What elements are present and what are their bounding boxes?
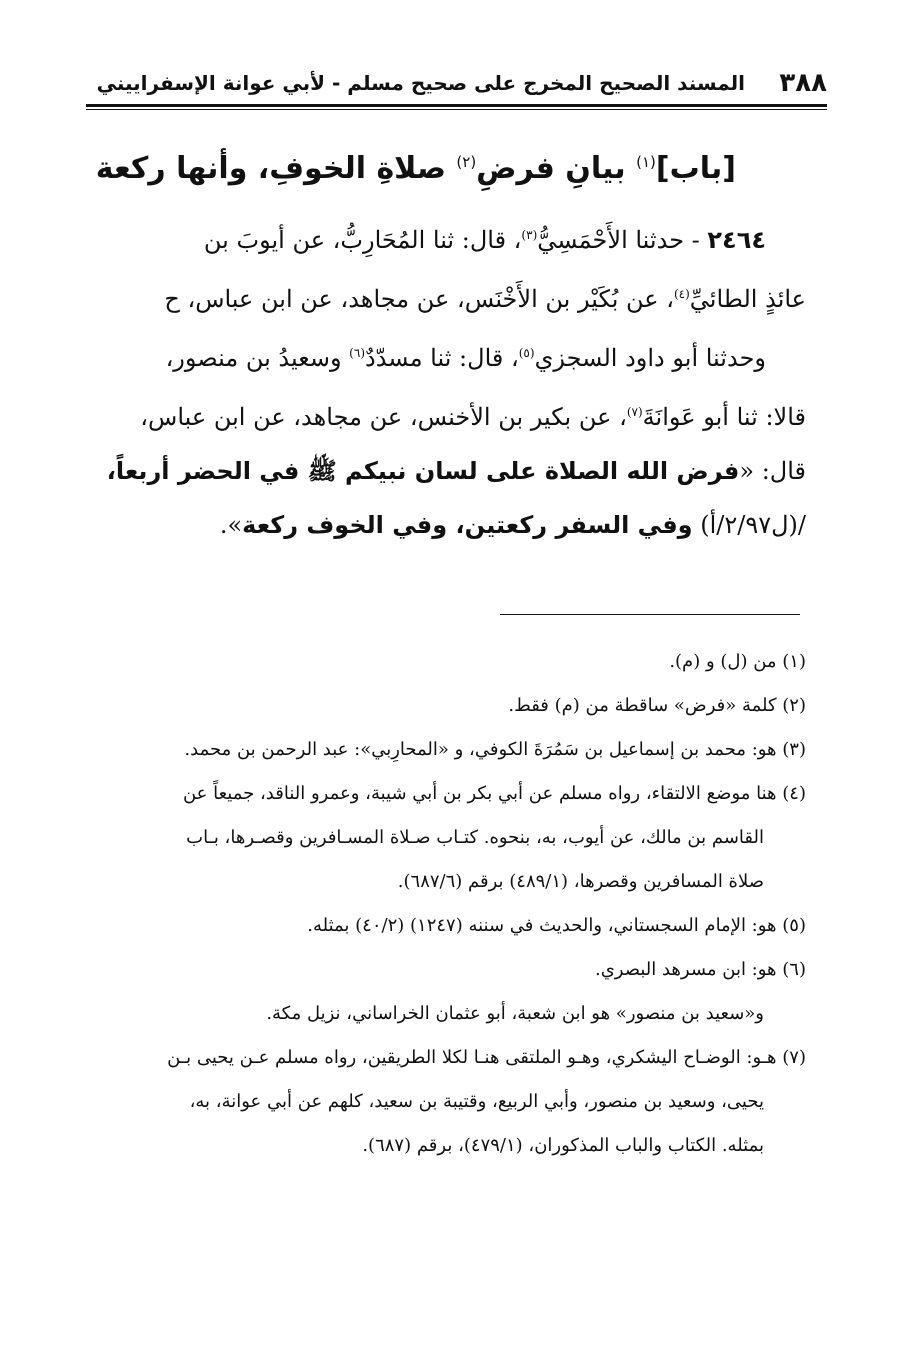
footnote-6-cont: و«سعيد بن منصور» هو ابن شعبة، أبو عثمان الخراساني، نزيل مكة.: [266, 1003, 764, 1024]
hadith-line-5: قال: «فرض الله الصلاة على لسان نبيكم ﷺ في الحضر أربعاً،: [106, 457, 806, 485]
footnote-2: (٢) كلمة «فرض» ساقطة من (م) فقط.: [508, 695, 806, 716]
footnote-4: (٤) هنا موضع الالتقاء، رواه مسلم عن أبي بكر بن أبي شيبة، وعمرو الناقد، جميعاً عن: [182, 783, 806, 804]
footnote-4-cont: صلاة المسافرين وقصرها، (٤٨٩/١) برقم (٦٨٧/٦).: [397, 871, 764, 892]
header-rule-thick: [86, 104, 827, 107]
page-number: ٣٨٨: [779, 68, 827, 98]
chapter-open: [باب]: [655, 151, 736, 186]
hadith-line-1: ٢٤٦٤ - حدثنا الأَحْمَسِيُّ$^{(٣)}$، قال: ثنا المُحَارِبُّ، عن أيوبَ بن: [203, 226, 766, 254]
footnote-5: (٥) هو: الإمام السجستاني، والحديث في سننه (١٢٤٧) (٤٠/٢) بمثله.: [307, 915, 806, 936]
footnote-7-cont: بمثله. الكتاب والباب المذكوران، (٤٧٩/١)، برقم (٦٨٧).: [362, 1135, 764, 1156]
hadith-line-4: قالا: ثنا أبو عَوانَةَ$^{(٧)}$، عن بكير بن الأخنس، عن مجاهد، عن ابن عباس،: [140, 403, 806, 431]
header-rule-thin: [86, 109, 827, 110]
hadith-text: [86, 208, 806, 552]
chapter-heading: [86, 138, 736, 193]
hadith-number: ٢٤٦٤: [707, 226, 766, 254]
footnote-7: (٧) هـو: الوضـاح اليشكري، وهـو الملتقى هنـا لكلا الطريقين، رواه مسلم عـن يحيى بـن: [167, 1047, 806, 1068]
footnote-ref-1: (١): [636, 153, 656, 171]
hadith-line-2: عائذٍ الطائيِّ$^{(٤)}$، عن بُكَيْر بن الأَخْنَس، عن مجاهد، عن ابن عباس، ح: [164, 285, 806, 313]
book-title: المسند الصحيح المخرج على صحيح مسلم - لأبي عوانة الإسفراييني: [96, 71, 745, 95]
footnote-ref-5: (٥): [518, 346, 535, 360]
hadith-matn-1: فرض الله الصلاة على لسان نبيكم ﷺ في الحضر أربعاً،: [106, 457, 740, 485]
footnote-4-cont: القاسم بن مالك، عن أيوب، به، بنحوه. كتـاب صـلاة المسـافرين وقصـرها، بـاب: [186, 827, 764, 848]
chapter-part-1: بيانِ فرضِ: [476, 151, 637, 186]
footnote-ref-2: (٢): [456, 153, 477, 171]
footnote-ref-4: (٤): [673, 287, 690, 301]
footnote-ref-6: (٦): [349, 346, 365, 360]
footnote-6: (٦) هو: ابن مسرهد البصري.: [594, 959, 806, 980]
footnote-7-cont: يحيى، وسعيد بن منصور، وأبي الربيع، وقتيبة بن سعيد، كلهم عن أبي عوانة، به،: [189, 1091, 764, 1112]
hadith-line-3: وحدثنا أبو داود السجزي$^{(٥)}$، قال: ثنا مسدّدٌ$^{(٦)}$ وسعيدُ بن منصور،: [165, 344, 766, 372]
footnote-ref-3: (٣): [521, 228, 538, 242]
footnote-separator: [500, 614, 800, 615]
manuscript-ref: /(ل٢/٩٧/أ): [692, 511, 806, 539]
hadith-line-6: /(ل٢/٩٧/أ) وفي السفر ركعتين، وفي الخوف ركعة».: [219, 511, 806, 539]
running-header: [86, 66, 827, 100]
hadith-matn-2: وفي السفر ركعتين، وفي الخوف ركعة: [242, 511, 693, 539]
chapter-part-2: صلاةِ الخوفِ، وأنها ركعة: [95, 151, 457, 186]
footnote-ref-7: (٧): [626, 405, 643, 419]
footnote-1: (١) من (ل) و (م).: [669, 651, 806, 672]
footnote-3: (٣) هو: محمد بن إسماعيل بن سَمُرَةَ الكوفي، و «المحارِبي»: عبد الرحمن بن محمد.: [184, 739, 806, 760]
footnotes: [86, 640, 806, 1168]
